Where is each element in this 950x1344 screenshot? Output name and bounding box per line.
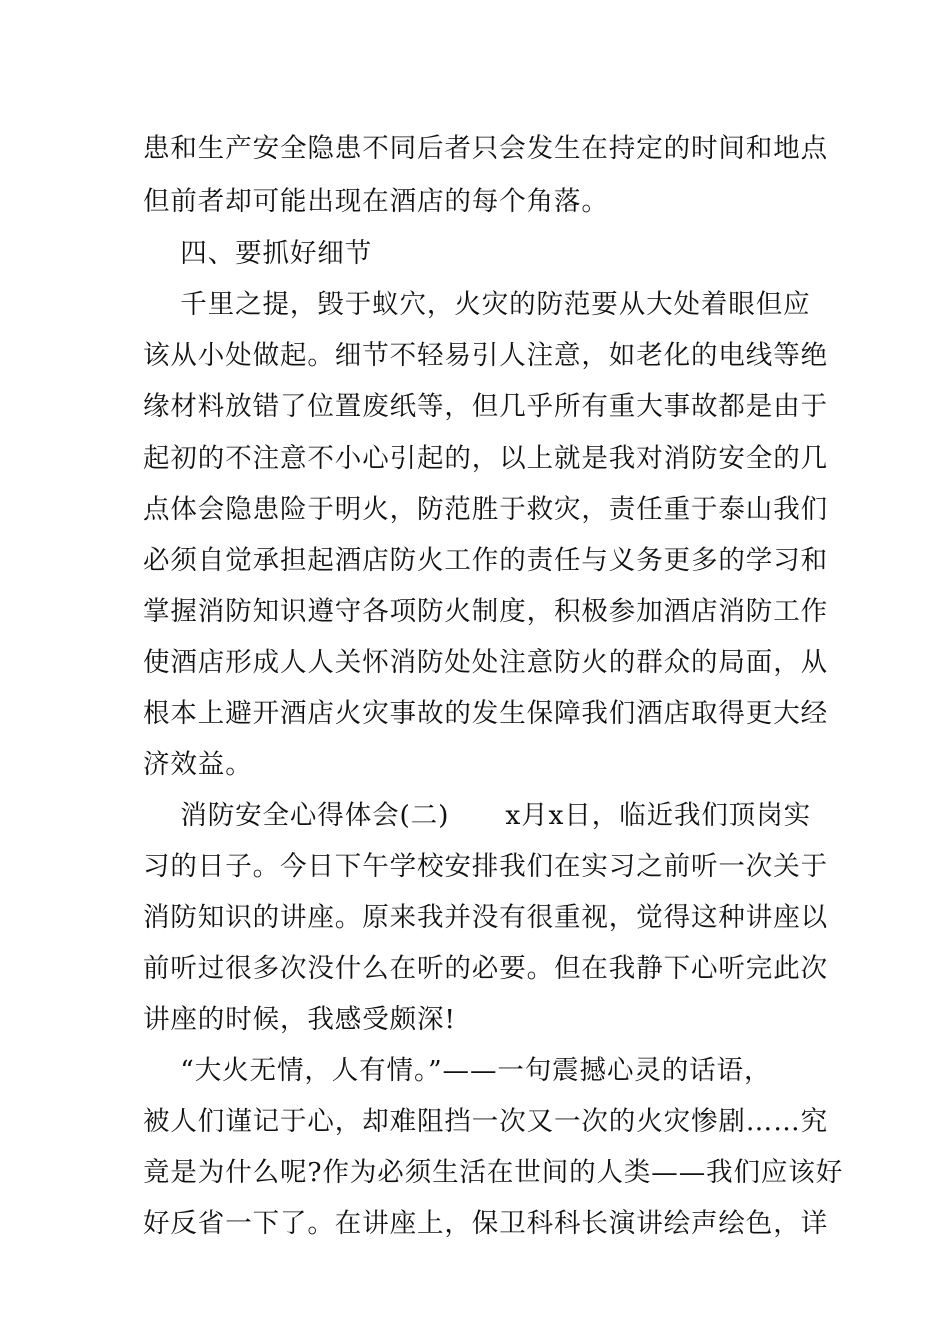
section-heading: 四、要抓好细节	[143, 238, 373, 269]
text-line-6: 缘材料放错了位置废纸等，但几乎所有重大事故都是由于	[143, 391, 828, 422]
text-line-11: 使酒店形成人人关怀消防处处注意防火的群众的局面，从	[143, 647, 828, 678]
text-line-8: 点体会隐患险于明火，防范胜于救灾，责任重于泰山我们	[143, 494, 828, 525]
text-line-19: “大火无情，人有情。”——一句震撼心灵的话语，	[143, 1055, 772, 1086]
text-line-12: 根本上避开酒店火灾事故的发生保障我们酒店取得更大经	[143, 698, 828, 729]
text-line-16: 消防知识的讲座。原来我并没有很重视，觉得这种讲座以	[143, 902, 828, 933]
text-line-1: 患和生产安全隐患不同后者只会发生在持定的时间和地点	[143, 133, 828, 164]
text-line-14: 消防安全心得体会(二) x月x日，临近我们顶岗实	[143, 800, 812, 831]
text-line-2: 但前者却可能出现在酒店的每个角落。	[143, 186, 609, 217]
text-line-21: 竟是为什么呢?作为必须生活在世间的人类——我们应该好	[143, 1157, 844, 1188]
text-line-9: 必须自觉承担起酒店防火工作的责任与义务更多的学习和	[143, 545, 828, 576]
text-line-22: 好反省一下了。在讲座上，保卫科科长演讲绘声绘色，详	[143, 1208, 828, 1239]
text-line-5: 该从小处做起。细节不轻易引人注意，如老化的电线等绝	[143, 340, 828, 371]
text-line-7: 起初的不注意不小心引起的，以上就是我对消防安全的几	[143, 443, 828, 474]
text-line-4: 千里之提，毁于蚁穴，火灾的防范要从大处着眼但应	[143, 289, 811, 320]
text-line-10: 掌握消防知识遵守各项防火制度，积极参加酒店消防工作	[143, 596, 828, 627]
text-line-20: 被人们谨记于心，却难阻挡一次又一次的火灾惨剧……究	[143, 1106, 828, 1137]
text-line-15: 习的日子。今日下午学校安排我们在实习之前听一次关于	[143, 851, 828, 882]
text-line-18: 讲座的时候，我感受颇深!	[143, 1004, 456, 1035]
text-line-17: 前听过很多次没什么在听的必要。但在我静下心听完此次	[143, 953, 828, 984]
text-line-13: 济效益。	[143, 749, 253, 780]
